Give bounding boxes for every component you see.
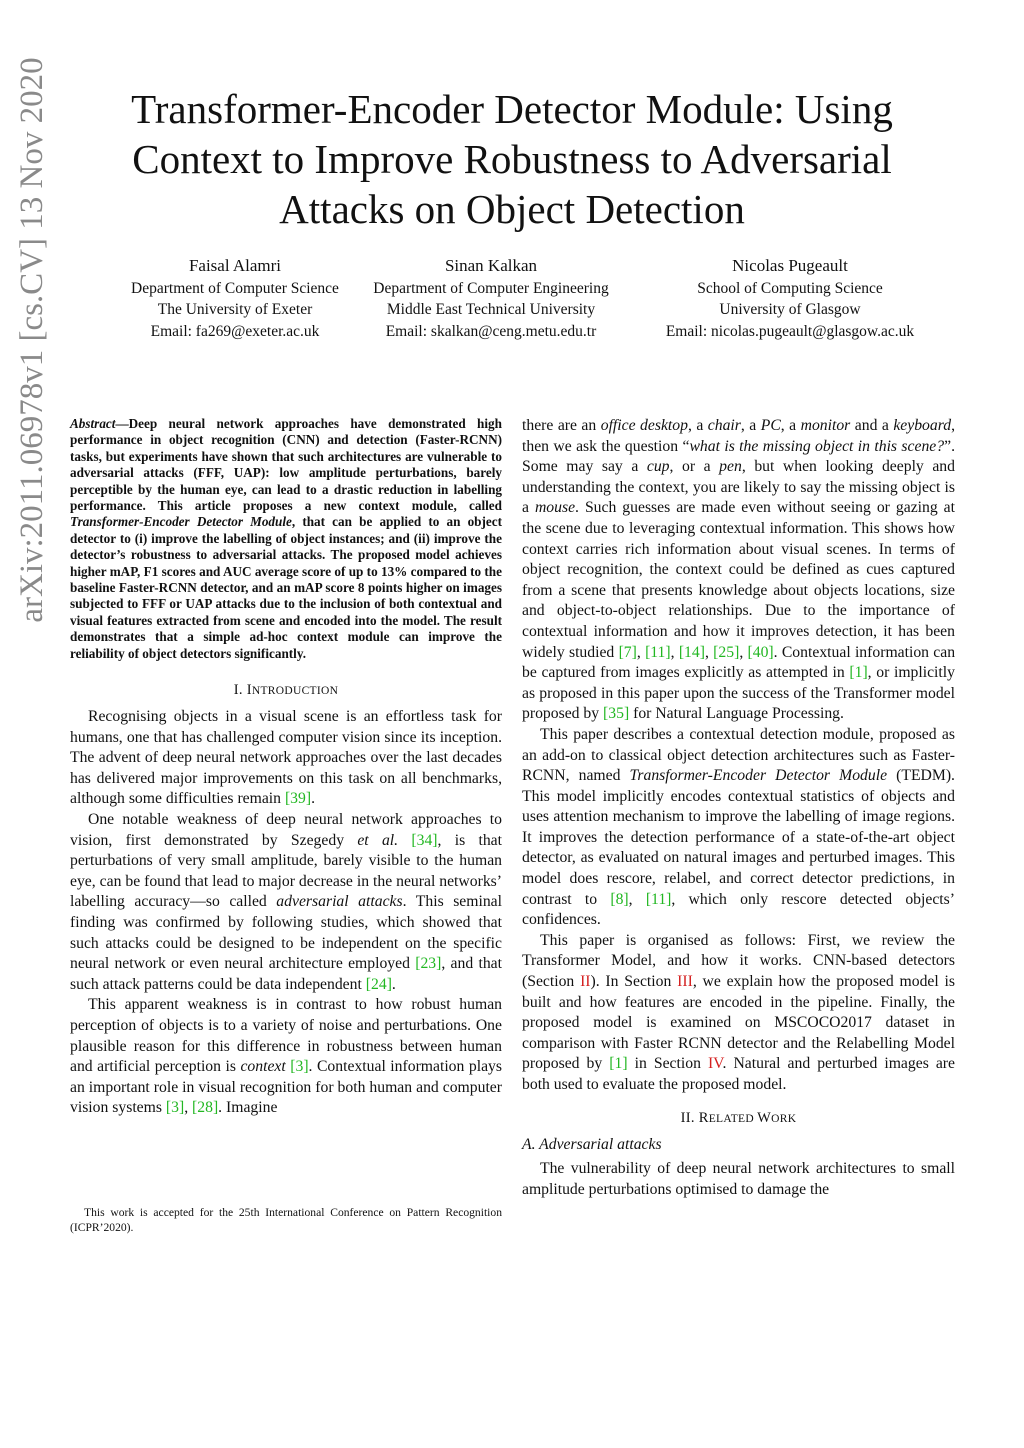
citation-link[interactable]: [1] (609, 1055, 628, 1073)
body-paragraph: This paper describes a contextual detection module, proposed as an add-on to classical object detection architectures such as Faster-RCNN, named Transformer-Encoder Detector Module (TEDM). This model implicitly encodes contextual statistics of objects and uses attention mechanism to improve the labelling of image regions. It improves the detection performance of a state-of-the-art object detector, as evaluated on natural images and perturbed images. This model does rescore, relabel, and correct detector predictions, in contrast to [8], [11], which only rescore detected objects’ confidences. (522, 725, 955, 929)
citation-link[interactable]: [11] (645, 890, 672, 908)
citation-link[interactable]: [34] (411, 831, 438, 849)
citation-link[interactable]: [35] (603, 705, 630, 723)
author-dept: School of Computing Science (697, 279, 883, 297)
author-name: Sinan Kalkan (444, 256, 538, 275)
author-name: Faisal Alamri (188, 256, 282, 275)
citation-link[interactable]: [23] (415, 955, 442, 973)
author-email: Email: fa269@exeter.ac.uk (150, 322, 320, 340)
arxiv-identifier: arXiv:2011.06978v1 [cs.CV] 13 Nov 2020 (14, 57, 50, 623)
footnote: This work is accepted for the 25th International Conference on Pattern Recognition (ICPR’2020). (70, 1206, 502, 1234)
author-name: Nicolas Pugeault (732, 256, 848, 275)
section-heading: I. INTRODUCTION (233, 682, 339, 699)
citation-link[interactable]: [40] (747, 643, 774, 661)
paper-title (80, 84, 944, 234)
section-link[interactable]: IV (707, 1055, 723, 1073)
section-link[interactable]: III (677, 973, 693, 991)
citation-link[interactable]: [39] (284, 790, 312, 808)
author-email: Email: nicolas.pugeault@glasgow.ac.uk (665, 322, 915, 340)
title-line: Context to Improve Robustness to Adversarial (132, 136, 892, 182)
right-column (522, 416, 955, 1200)
citation-link[interactable]: [25] (713, 643, 740, 661)
citation-link[interactable]: [24] (365, 975, 392, 993)
author-institution: Middle East Technical University (386, 301, 596, 318)
citation-link[interactable]: [11] (645, 643, 671, 661)
section-heading: II. RELATED WORK (680, 1109, 797, 1126)
body-paragraph: This paper is organised as follows: First, we review the Transformer Model, and how it works. CNN-based detectors (Section II). In Section III, we explain how the proposed model is built and how features are encoded in the pipeline. Finally, the proposed model is examined on MSCOCO2017 dataset in comparison with Faster RCNN detector and the Relabelling Model proposed by [1] in Section IV. Natural and perturbed images are both used to evaluate the proposed model. (522, 931, 955, 1093)
citation-link[interactable]: [1] (849, 664, 868, 682)
title-line: Transformer-Encoder Detector Module: Using (131, 86, 893, 132)
abstract-label: Abstract (70, 416, 116, 431)
author-institution: The University of Exeter (157, 301, 313, 318)
author-institution: University of Glasgow (719, 301, 861, 318)
subsection-heading: A. Adversarial attacks (522, 1135, 662, 1153)
title-line: Attacks on Object Detection (279, 186, 745, 232)
author-block (640, 255, 940, 342)
author-block (344, 255, 638, 342)
author-dept: Department of Computer Science (131, 279, 339, 297)
citation-link[interactable]: [28] (192, 1099, 219, 1117)
intro-paragraph: One notable weakness of deep neural network approaches to vision, first demonstrated by Szegedy et al. [34], is that perturbations of very small amplitude, barely visible to the human eye, can be found that lead to major decrease in the neural networks’ labelling accuracy—so called adversarial attacks. This seminal finding was confirmed by following studies, which showed that such attacks could be designed to be independent on the specific neural network or even neural architecture employed [23], and that such attack patterns could be data independent [24]. (70, 811, 503, 993)
author-dept: Department of Computer Engineering (373, 279, 609, 297)
section-link[interactable]: II (580, 973, 591, 991)
body-paragraph: there are an office desktop, a chair, a PC, a monitor and a keyboard, then we ask the question “what is the missing object in this scene?”. Some may say a cup, or a pen, but when looking deeply and understanding the context, you are likely to say the missing object is a mouse. Such guesses are made even without seeing or gazing at the scene due to leveraging contextual information. This shows how context carries rich information about visual scenes. In terms of object recognition, the context could be defined as cues captured from a scene that presents knowledge about objects locations, size and object-to-object relationships. Due to the importance of contextual information and how it improves detection, it has been widely studied [7], [11], [14], [25], [40]. Contextual information can be captured from images explicitly as attempted in [1], or implicitly as proposed in this paper upon the success of the Transformer model proposed by [35] for Natural Language Processing. (522, 417, 956, 723)
left-column (70, 416, 502, 1119)
citation-link[interactable]: [7] (618, 643, 637, 661)
citation-link[interactable]: [14] (678, 643, 705, 661)
intro-paragraph: Recognising objects in a visual scene is an effortless task for humans, one that has challenged computer vision since its inception. The advent of deep neural network approaches over the last decades has delivered major improvements on this task on all benchmarks, although some difficulties remain [39]. (70, 708, 502, 808)
author-email: Email: skalkan@ceng.metu.edu.tr (385, 322, 597, 340)
citation-link[interactable]: [8] (610, 890, 629, 908)
citation-link[interactable]: [3] (165, 1099, 185, 1117)
abstract: Abstract—Deep neural network approaches have demonstrated high performance in object recognition (CNN) and detection (Faster-RCNN) tasks, but experiments have shown that such architectures are vulnerable to adversarial attacks (FFF, UAP): low amplitude perturbations, barely perceptible by the human eye, can lead to a drastic reduction in labelling performance. This article proposes a new context module, called Transformer-Encoder Detector Module, that can be applied to an object detector to (i) improve the labelling of object instances; and (ii) improve the detector’s robustness to adversarial attacks. The proposed model achieves higher mAP, F1 scores and AUC average score of up to 13% compared to the baseline Faster-RCNN detector, and an mAP score 8 points higher on images subjected to FFF or UAP attacks due to the inclusion of both contextual and visual features extracted from scene and encoded into the model. The result demonstrates that a simple ad-hoc context module can improve the reliability of object detectors significantly. (70, 416, 502, 661)
citation-link[interactable]: [3] (290, 1058, 309, 1076)
intro-paragraph: This apparent weakness is in contrast to how robust human perception of objects is to a variety of noise and perturbations. One plausible reason for this difference in robustness between human and artificial perception is context [3]. Contextual information plays an important role in visual recognition for both human and computer vision systems [3], [28]. Imagine (70, 996, 502, 1117)
body-paragraph: The vulnerability of deep neural network architectures to small amplitude perturbations optimised to damage the (522, 1160, 955, 1198)
